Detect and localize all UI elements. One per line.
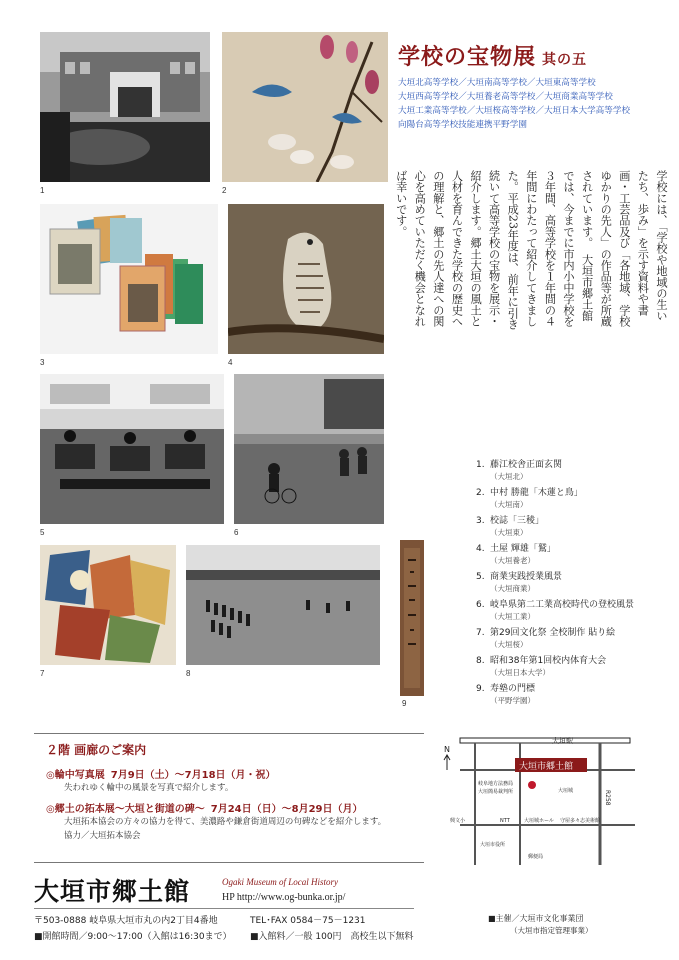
- caption-title: 寿塾の門標: [490, 684, 536, 694]
- photo-school-entrance: [40, 32, 210, 182]
- caption-title: 商業実践授業風景: [490, 572, 563, 582]
- caption-item: [476, 544, 676, 566]
- title-suffix: 其の五: [542, 52, 588, 68]
- caption-title: 昭和38年第1回校内体育大会: [490, 656, 607, 666]
- caption-item: [476, 684, 676, 706]
- phone-number: TEL･FAX 0584－75－1231: [250, 916, 366, 926]
- photo-number: 5: [40, 528, 45, 537]
- photo-number: 9: [402, 699, 407, 708]
- photo-number: 8: [186, 669, 191, 678]
- opening-hours: ■開館時間／9:00～17:00（入館は16:30まで）: [34, 932, 232, 942]
- photo-commerce-class: [40, 374, 224, 524]
- caption-owner: （大垣日本大学）: [490, 668, 550, 677]
- svg-text:大垣簡易裁判所: 大垣簡易裁判所: [478, 789, 514, 795]
- address: 〒503-0888 岐阜県大垣市丸の内2丁目4番地: [34, 916, 218, 926]
- caption-item: [476, 488, 676, 510]
- school-list: [398, 76, 668, 132]
- caption-number: 5.: [476, 572, 485, 582]
- event-description: 失われゆく輪中の風景を写真で紹介します。: [64, 783, 234, 793]
- caption-item: [476, 628, 676, 650]
- photo-school-magazines: [40, 204, 218, 354]
- caption-owner: （大垣工業）: [490, 612, 535, 621]
- access-map: [440, 730, 640, 870]
- museum-name: 大垣市郷土館: [34, 877, 191, 906]
- caption-owner: （平野学園）: [490, 696, 535, 705]
- event-dates: 7月9日（土）～7月18日（月・祝）: [110, 770, 276, 781]
- railway: [460, 738, 630, 743]
- caption-title: 土屋 輝雄「鷲」: [490, 544, 556, 554]
- svg-text:大垣城: 大垣城: [558, 788, 574, 794]
- title-main: 学校の宝物展: [398, 44, 537, 70]
- caption-title: 藤江校舎正面玄関: [490, 460, 563, 470]
- photo-number: 4: [228, 358, 233, 367]
- caption-owner: （大垣養老）: [490, 556, 535, 565]
- north-label: N: [444, 745, 450, 754]
- caption-title: 岐阜県第二工業高校時代の登校風景: [490, 600, 635, 610]
- caption-owner: （大垣東）: [490, 528, 528, 537]
- photo-commute-scene: [234, 374, 384, 524]
- photo-collage-art: [40, 545, 176, 665]
- caption-number: 3.: [476, 516, 485, 526]
- photo-magnolia-painting: [222, 32, 388, 182]
- event-name: ◎輪中写真展: [46, 770, 105, 781]
- caption-owner: （大垣桜）: [490, 640, 528, 649]
- photo-number: 7: [40, 669, 45, 678]
- event-1: [46, 766, 276, 781]
- photo-sports-day: [186, 545, 380, 665]
- caption-list: [476, 460, 676, 712]
- photo-name-plate: [400, 540, 424, 696]
- svg-text:大垣城ホール: 大垣城ホール: [524, 818, 554, 824]
- page-title: [398, 40, 587, 71]
- svg-text:岐阜地方法務局: 岐阜地方法務局: [478, 781, 514, 787]
- manager-note: （大垣市指定管理事業）: [510, 926, 593, 935]
- organizer: ■主催／大垣市文化事業団: [488, 914, 584, 923]
- caption-item: [476, 600, 676, 622]
- caption-number: 7.: [476, 628, 485, 638]
- event-name: ◎郷土の拓本展～大垣と街道の碑～: [46, 804, 205, 815]
- photo-number: 2: [222, 186, 227, 195]
- caption-item: [476, 656, 676, 678]
- caption-number: 1.: [476, 460, 485, 470]
- event-cooperation: 協力／大垣拓本協会: [64, 831, 141, 841]
- admission-fee: ■入館料／一般 100円 高校生以下無料: [250, 932, 414, 942]
- footer-divider: [34, 908, 414, 909]
- event-dates: 7月24日（日）～8月29日（月）: [210, 804, 363, 815]
- photo-number: 3: [40, 358, 45, 367]
- photo-number: 6: [234, 528, 239, 537]
- svg-text:守屋多々志美術館: 守屋多々志美術館: [560, 818, 601, 824]
- caption-title: 校誌「三稜」: [490, 516, 545, 526]
- svg-text:NTT: NTT: [500, 818, 510, 824]
- caption-item: [476, 516, 676, 538]
- intro-text: 学校には、「学校や地域の生いたち、歩み」を示す資料や書画・工芸品及び「各地域、学校ゆかりの先人」の作品等が所蔵されています。 大垣市郷土館では、今までに市内小中学校を３年間、高等学校を１年間の４年間にわたって紹介してきました。平成23年度は、前年に引き続いて高等学校の宝物を展示・紹介します。郷土大垣の風土と人材を育んできた学校の歴史への理解と、郷土の先人達への関心を高めていただく機会となれば幸いです。: [394, 170, 668, 330]
- caption-title: 第29回文化祭 全校制作 貼り絵: [490, 628, 616, 638]
- photo-hawk-painting: [228, 204, 384, 354]
- svg-text:郵便局: 郵便局: [528, 854, 544, 860]
- photo-number: 1: [40, 186, 45, 195]
- caption-number: 2.: [476, 488, 485, 498]
- caption-number: 6.: [476, 600, 485, 610]
- event-description: 大垣拓本協会の方々の協力を得て、美濃路や鎌倉街道周辺の句碑などを紹介します。: [64, 817, 387, 827]
- homepage-link[interactable]: HP http://www.og-bunka.or.jp/: [222, 892, 346, 903]
- school-line: 大垣西高等学校／大垣養老高等学校／大垣商業高等学校: [398, 92, 613, 102]
- caption-owner: （大垣北）: [490, 472, 528, 481]
- station-label: 大垣駅: [552, 737, 573, 745]
- museum-map-label: 大垣市郷土館: [519, 762, 574, 772]
- school-line: 大垣北高等学校／大垣南高等学校／大垣東高等学校: [398, 78, 596, 88]
- school-line: 向陽台高等学校技能連携平野学園: [398, 120, 527, 130]
- caption-item: [476, 460, 676, 482]
- gallery-guide: [34, 733, 424, 863]
- caption-owner: （大垣南）: [490, 500, 528, 509]
- svg-text:興文小: 興文小: [450, 818, 466, 824]
- caption-number: 4.: [476, 544, 485, 554]
- museum-english-name: Ogaki Museum of Local History: [222, 877, 338, 887]
- event-2: [46, 800, 362, 815]
- caption-title: 中村 勝龍「木蓮と鳥」: [490, 488, 583, 498]
- svg-text:大垣市役所: 大垣市役所: [480, 842, 506, 848]
- gallery-title: ２階 画廊のご案内: [46, 743, 147, 757]
- caption-item: [476, 572, 676, 594]
- caption-number: 8.: [476, 656, 485, 666]
- route-label: R258: [604, 790, 611, 806]
- caption-owner: （大垣商業）: [490, 584, 535, 593]
- caption-number: 9.: [476, 684, 485, 694]
- school-line: 大垣工業高等学校／大垣桜高等学校／大垣日本大学高等学校: [398, 106, 631, 116]
